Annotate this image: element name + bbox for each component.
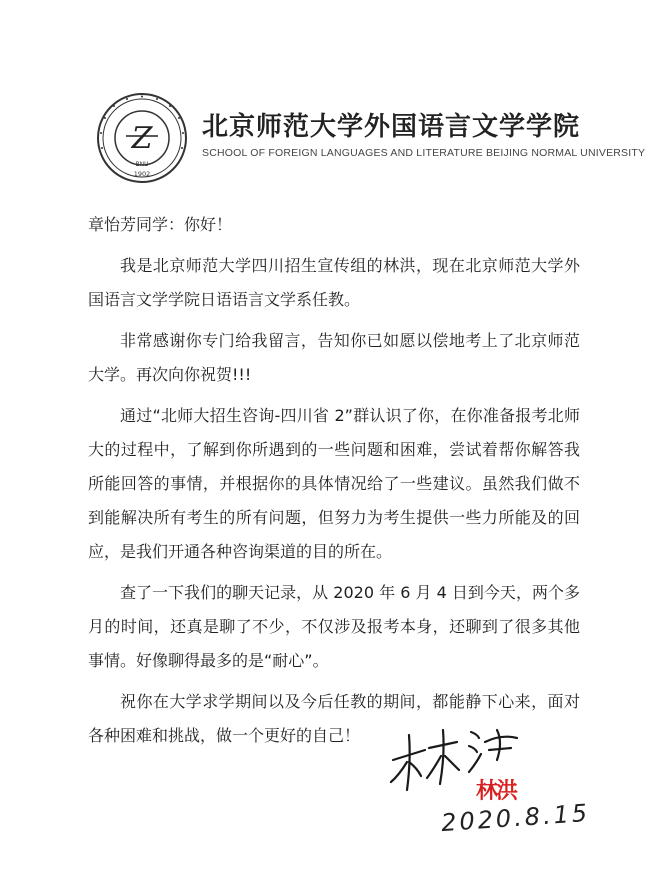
paragraph-2: 非常感谢你专门给我留言，告知你已如愿以偿地考上了北京师范大学。再次向你祝贺!!! — [88, 331, 580, 384]
letter-body — [88, 208, 580, 760]
salutation: 章怡芳同学：你好！ — [88, 215, 233, 234]
paragraph-3: 通过“北师大招生咨询-四川省 2”群认识了你，在你准备报考北师大的过程中，了解到你所遇到的一些问题和困难，尝试着帮你解答我所能回答的事情，并根据你的具体情况给了一些建议。虽然我们做不到能解决所有考生的所有问题，但努力为考生提供一些力所能及的回应，是我们开通各种咨询渠道的目的所在。 — [88, 406, 580, 561]
signature-block — [385, 720, 605, 840]
paragraph-5: 祝你在大学求学期间以及今后任教的期间，都能静下心来，面对各种困难和挑战，做一个更好的自己！ — [88, 692, 580, 745]
school-title: 北京师范大学外国语言文学学院 — [202, 112, 581, 142]
seal-year-text — [96, 92, 188, 184]
svg-text:Z: Z — [131, 121, 153, 156]
svg-text:BNU: BNU — [135, 161, 149, 168]
paragraph-4: 查了一下我们的聊天记录，从 2020 年 6 月 4 日到今天，两个多月的时间，还真是聊了不少，不仅涉及报考本身，还聊到了很多其他事情。好像聊得最多的是“耐心”。 — [88, 583, 580, 670]
letterhead — [96, 92, 646, 182]
red-seal-stamp: 林洪 — [475, 777, 516, 804]
svg-text:1902: 1902 — [133, 170, 151, 178]
school-subtitle: SCHOOL OF FOREIGN LANGUAGES AND LITERATURE BEIJING NORMAL UNIVERSITY — [202, 147, 646, 159]
paragraph-1: 我是北京师范大学四川招生宣传组的林洪，现在北京师范大学外国语言文学学院日语语言文学系任教。 — [88, 256, 580, 309]
signature-date: 2020.8.15 — [440, 798, 591, 838]
